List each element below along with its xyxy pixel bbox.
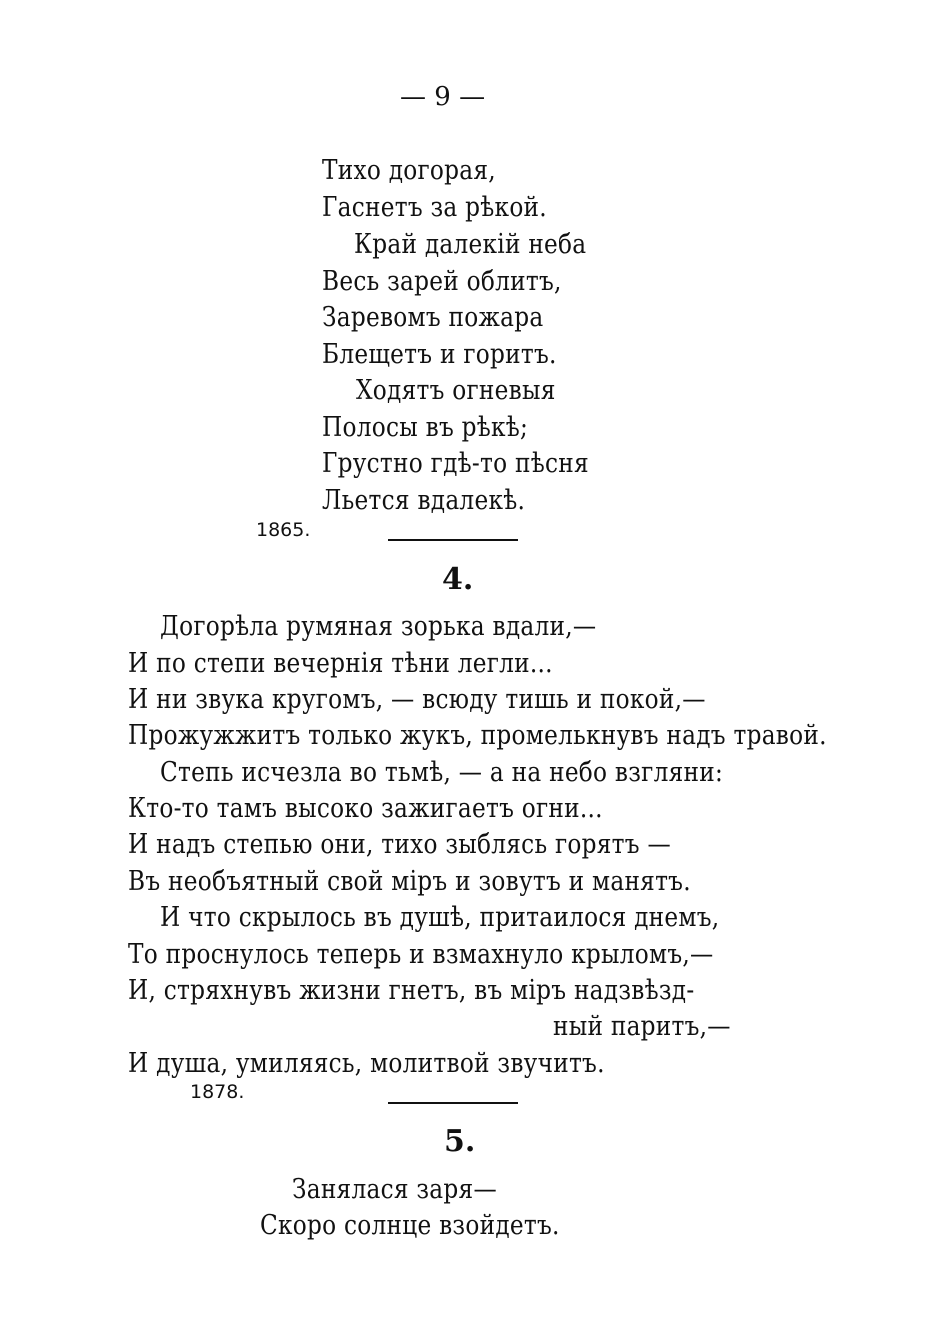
poem-year: 1865. — [256, 519, 311, 541]
poem-line: Въ необъятный свой міръ и зовутъ и манятъ. — [128, 866, 691, 897]
poem-line: Блещетъ и горитъ. — [322, 339, 557, 370]
poem-line: Тихо догорая, — [322, 155, 496, 186]
poem-line: ный паритъ,— — [553, 1011, 731, 1042]
page-number: — 9 — — [400, 82, 486, 112]
poem-line: И что скрылось въ душѣ, притаилося днемъ, — [160, 902, 720, 933]
poem-line: Занялася заря— — [292, 1174, 497, 1205]
poem-line: Льется вдалекѣ. — [322, 485, 526, 516]
poem-line: Кто-то тамъ высоко зажигаетъ огни... — [128, 793, 603, 824]
poem-line: Гаснетъ за рѣкой. — [322, 192, 547, 223]
poem-line: И по степи вечернія тѣни легли... — [128, 648, 553, 679]
poem-line: Полосы въ рѣкѣ; — [322, 412, 529, 443]
section-divider — [388, 1102, 518, 1104]
poem-line: Заревомъ пожара — [322, 302, 544, 333]
section-number: 4. — [442, 562, 474, 597]
poem-line: Грустно гдѣ-то пѣсня — [322, 448, 589, 479]
section-divider — [388, 539, 518, 541]
poem-line: Скоро солнце взойдетъ. — [260, 1210, 560, 1241]
poem-line: Весь зарей облитъ, — [322, 266, 562, 297]
poem-year: 1878. — [190, 1081, 245, 1103]
poem-line: То проснулось теперь и взмахнуло крыломъ,— — [128, 939, 714, 970]
poem-line: Догорѣла румяная зорька вдали,— — [160, 611, 597, 642]
poem-line: И ни звука кругомъ, — всюду тишь и покой,— — [128, 684, 706, 715]
poem-line: И, стряхнувъ жизни гнетъ, въ міръ надзвѣзд- — [128, 975, 695, 1006]
poem-line: Степь исчезла во тьмѣ, — а на небо взгляни: — [160, 757, 724, 788]
section-number: 5. — [444, 1124, 476, 1159]
poem-line: Край далекій неба — [354, 229, 587, 260]
poem-line: Прожужжитъ только жукъ, промелькнувъ надъ травой. — [128, 720, 827, 751]
poem-line: Ходятъ огневыя — [356, 375, 556, 406]
poem-line: И надъ степью они, тихо зыблясь горятъ — — [128, 829, 671, 860]
poem-line: И душа, умиляясь, молитвой звучитъ. — [128, 1048, 605, 1079]
